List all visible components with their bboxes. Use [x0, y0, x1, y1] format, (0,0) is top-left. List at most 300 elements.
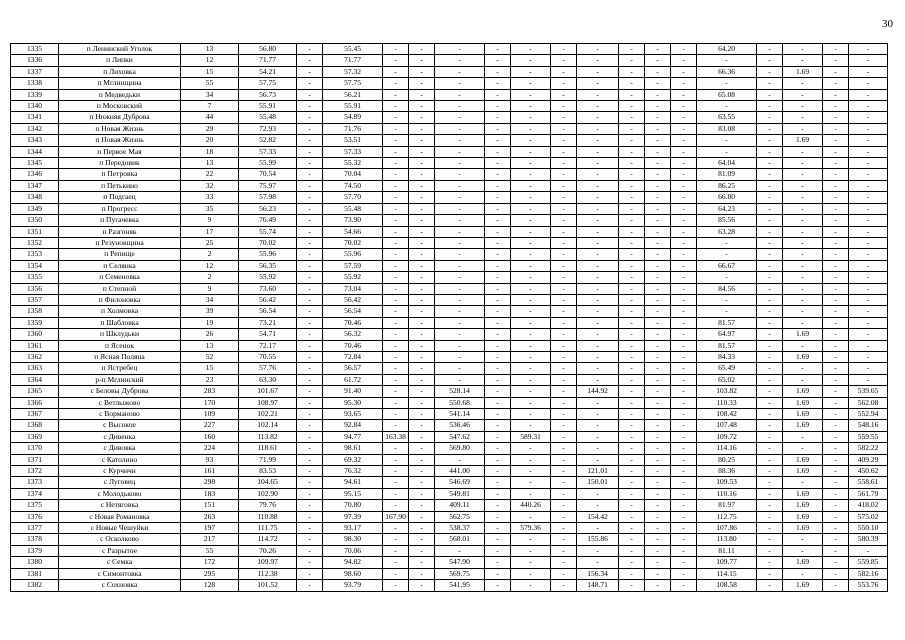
value-cell: - [297, 272, 323, 283]
value-cell: 70.46 [323, 317, 383, 328]
value-cell: - [551, 317, 577, 328]
value-cell: - [645, 340, 671, 351]
value-cell: 1.69 [783, 488, 823, 499]
value-cell: 39 [181, 306, 239, 317]
value-cell: - [783, 340, 823, 351]
value-cell: 1.69 [783, 557, 823, 568]
table-row [11, 443, 888, 454]
value-cell: 13 [181, 340, 239, 351]
table-row [11, 466, 888, 477]
value-cell: - [757, 443, 783, 454]
value-cell: - [823, 192, 849, 203]
value-cell: - [619, 112, 645, 123]
value-cell: 55.91 [323, 101, 383, 112]
value-cell: - [511, 306, 551, 317]
settlement-name-cell: п Петровка [59, 169, 181, 180]
value-cell: - [409, 89, 435, 100]
value-cell: - [645, 226, 671, 237]
value-cell: 569.75 [435, 568, 485, 579]
value-cell: 57.75 [323, 78, 383, 89]
value-cell: - [409, 215, 435, 226]
value-cell: - [757, 431, 783, 442]
value-cell: - [645, 283, 671, 294]
value-cell: - [783, 477, 823, 488]
value-cell: 64.04 [697, 158, 757, 169]
value-cell: - [551, 192, 577, 203]
value-cell: - [823, 329, 849, 340]
value-cell: 55.96 [239, 249, 297, 260]
value-cell: 70.46 [323, 340, 383, 351]
value-cell: - [435, 158, 485, 169]
value-cell: - [383, 146, 409, 157]
row-number-cell: 1377 [11, 523, 59, 534]
value-cell: - [783, 123, 823, 134]
value-cell: - [297, 511, 323, 522]
value-cell: 562.75 [435, 511, 485, 522]
value-cell: - [511, 511, 551, 522]
value-cell: - [849, 317, 888, 328]
table-row [11, 477, 888, 488]
value-cell: - [577, 306, 619, 317]
value-cell: - [619, 226, 645, 237]
value-cell: - [511, 146, 551, 157]
value-cell: - [757, 351, 783, 362]
value-cell: - [823, 283, 849, 294]
value-cell: - [511, 454, 551, 465]
value-cell: - [671, 443, 697, 454]
settlement-name-cell: п Подгаец [59, 192, 181, 203]
value-cell: - [383, 568, 409, 579]
value-cell: - [409, 557, 435, 568]
value-cell: - [671, 146, 697, 157]
value-cell: - [297, 283, 323, 294]
value-cell: - [823, 260, 849, 271]
value-cell: - [577, 409, 619, 420]
value-cell: - [297, 534, 323, 545]
value-cell: - [577, 180, 619, 191]
value-cell: - [757, 283, 783, 294]
value-cell: - [619, 55, 645, 66]
value-cell: - [435, 329, 485, 340]
value-cell: 1.69 [783, 580, 823, 591]
value-cell: - [485, 568, 511, 579]
value-cell: - [619, 557, 645, 568]
value-cell: - [757, 420, 783, 431]
value-cell: - [577, 454, 619, 465]
value-cell: - [551, 534, 577, 545]
value-cell: - [619, 78, 645, 89]
value-cell: - [849, 101, 888, 112]
value-cell: 263 [181, 511, 239, 522]
table-row [11, 397, 888, 408]
value-cell: 70.54 [239, 169, 297, 180]
value-cell: - [757, 545, 783, 556]
value-cell: - [757, 568, 783, 579]
value-cell: - [645, 351, 671, 362]
value-cell: - [511, 44, 551, 55]
value-cell: - [409, 66, 435, 77]
value-cell: - [383, 135, 409, 146]
value-cell: - [783, 306, 823, 317]
value-cell: - [511, 89, 551, 100]
value-cell: 88.36 [697, 466, 757, 477]
value-cell: - [577, 420, 619, 431]
value-cell: - [823, 477, 849, 488]
value-cell: - [551, 158, 577, 169]
value-cell: 224 [181, 443, 239, 454]
value-cell: 71.99 [239, 454, 297, 465]
value-cell: 70.55 [239, 351, 297, 362]
value-cell: 83.53 [239, 466, 297, 477]
row-number-cell: 1372 [11, 466, 59, 477]
value-cell: - [783, 78, 823, 89]
value-cell: - [849, 123, 888, 134]
value-cell: - [823, 351, 849, 362]
row-number-cell: 1348 [11, 192, 59, 203]
value-cell: - [409, 340, 435, 351]
value-cell: - [757, 580, 783, 591]
value-cell: - [551, 397, 577, 408]
value-cell: - [671, 158, 697, 169]
value-cell: 79.76 [239, 500, 297, 511]
value-cell: - [551, 169, 577, 180]
value-cell: - [551, 454, 577, 465]
value-cell: - [297, 443, 323, 454]
value-cell: - [671, 420, 697, 431]
value-cell: 81.57 [697, 317, 757, 328]
value-cell: - [697, 55, 757, 66]
value-cell: - [409, 317, 435, 328]
value-cell: - [551, 511, 577, 522]
value-cell: - [511, 557, 551, 568]
value-cell: - [577, 226, 619, 237]
value-cell: - [757, 44, 783, 55]
value-cell: - [297, 340, 323, 351]
value-cell: - [551, 431, 577, 442]
settlement-name-cell: п Новая Жизнь [59, 123, 181, 134]
value-cell: - [297, 454, 323, 465]
value-cell: - [297, 158, 323, 169]
table-row [11, 203, 888, 214]
value-cell: - [697, 146, 757, 157]
value-cell: - [409, 374, 435, 385]
value-cell: - [383, 557, 409, 568]
row-number-cell: 1351 [11, 226, 59, 237]
value-cell: - [619, 329, 645, 340]
value-cell: - [823, 169, 849, 180]
row-number-cell: 1346 [11, 169, 59, 180]
value-cell: - [435, 101, 485, 112]
value-cell: 559.55 [849, 431, 888, 442]
value-cell: - [409, 226, 435, 237]
value-cell: 12 [181, 260, 239, 271]
value-cell: - [783, 44, 823, 55]
value-cell: - [671, 283, 697, 294]
value-cell: - [409, 409, 435, 420]
value-cell: - [783, 249, 823, 260]
settlement-name-cell: с Семка [59, 557, 181, 568]
value-cell: 55.45 [323, 44, 383, 55]
value-cell: - [645, 146, 671, 157]
settlement-name-cell: с Католино [59, 454, 181, 465]
value-cell: - [823, 511, 849, 522]
value-cell: - [619, 283, 645, 294]
value-cell: - [485, 66, 511, 77]
value-cell: - [551, 215, 577, 226]
value-cell: - [849, 44, 888, 55]
value-cell: - [645, 500, 671, 511]
value-cell: - [757, 534, 783, 545]
value-cell: - [511, 215, 551, 226]
value-cell: 29 [181, 123, 239, 134]
value-cell: - [671, 260, 697, 271]
value-cell: - [849, 112, 888, 123]
value-cell: - [485, 523, 511, 534]
value-cell: - [783, 158, 823, 169]
settlement-name-cell: п Медведьки [59, 89, 181, 100]
row-number-cell: 1375 [11, 500, 59, 511]
value-cell: 70.06 [323, 545, 383, 556]
value-cell: - [823, 78, 849, 89]
value-cell: - [383, 351, 409, 362]
value-cell: - [511, 340, 551, 351]
value-cell: - [577, 78, 619, 89]
value-cell: 44 [181, 112, 239, 123]
value-cell: - [849, 340, 888, 351]
value-cell: - [551, 500, 577, 511]
value-cell: - [485, 374, 511, 385]
tariff-table [10, 43, 888, 592]
value-cell: - [577, 249, 619, 260]
value-cell: 22 [181, 169, 239, 180]
value-cell: - [485, 511, 511, 522]
value-cell: - [697, 237, 757, 248]
value-cell: - [823, 89, 849, 100]
value-cell: - [511, 363, 551, 374]
value-cell: - [409, 180, 435, 191]
value-cell: - [823, 226, 849, 237]
value-cell: - [671, 306, 697, 317]
value-cell: 81.11 [697, 545, 757, 556]
row-number-cell: 1362 [11, 351, 59, 362]
value-cell: - [671, 545, 697, 556]
value-cell: - [409, 306, 435, 317]
value-cell: - [383, 44, 409, 55]
row-number-cell: 1355 [11, 272, 59, 283]
value-cell: - [551, 443, 577, 454]
row-number-cell: 1376 [11, 511, 59, 522]
value-cell: 55.32 [323, 158, 383, 169]
value-cell: - [297, 226, 323, 237]
value-cell: - [577, 66, 619, 77]
value-cell: 65.49 [697, 363, 757, 374]
value-cell: - [297, 488, 323, 499]
value-cell: - [409, 545, 435, 556]
value-cell: 93 [181, 454, 239, 465]
value-cell: - [645, 123, 671, 134]
table-row [11, 409, 888, 420]
table-row [11, 158, 888, 169]
value-cell: - [645, 169, 671, 180]
row-number-cell: 1374 [11, 488, 59, 499]
value-cell: 35 [181, 203, 239, 214]
value-cell: - [485, 146, 511, 157]
value-cell: - [485, 534, 511, 545]
value-cell: 1.69 [783, 454, 823, 465]
value-cell: 197 [181, 523, 239, 534]
value-cell: - [409, 351, 435, 362]
value-cell: - [577, 363, 619, 374]
table-row [11, 545, 888, 556]
value-cell: - [757, 363, 783, 374]
value-cell: - [757, 557, 783, 568]
value-cell: 95.15 [323, 488, 383, 499]
value-cell: - [823, 580, 849, 591]
value-cell: 65.08 [697, 89, 757, 100]
value-cell: 76.49 [239, 215, 297, 226]
value-cell: - [297, 568, 323, 579]
value-cell: - [409, 523, 435, 534]
value-cell: - [485, 409, 511, 420]
value-cell: 57.59 [323, 260, 383, 271]
value-cell: - [383, 203, 409, 214]
value-cell: - [383, 237, 409, 248]
value-cell: - [551, 89, 577, 100]
value-cell: 298 [181, 477, 239, 488]
value-cell: - [577, 135, 619, 146]
value-cell: - [383, 534, 409, 545]
value-cell: 71.77 [323, 55, 383, 66]
value-cell: - [577, 89, 619, 100]
value-cell: - [645, 534, 671, 545]
value-cell: 25 [181, 237, 239, 248]
value-cell: - [409, 78, 435, 89]
value-cell: - [383, 488, 409, 499]
value-cell: 83.08 [697, 123, 757, 134]
value-cell: - [671, 55, 697, 66]
value-cell: - [435, 272, 485, 283]
value-cell: - [645, 135, 671, 146]
value-cell: - [849, 203, 888, 214]
value-cell: - [783, 226, 823, 237]
value-cell: - [823, 420, 849, 431]
table-row [11, 112, 888, 123]
value-cell: - [783, 260, 823, 271]
settlement-name-cell: с Осколково [59, 534, 181, 545]
value-cell: - [485, 260, 511, 271]
value-cell: - [551, 237, 577, 248]
value-cell: - [645, 374, 671, 385]
value-cell: - [485, 488, 511, 499]
value-cell: - [849, 237, 888, 248]
value-cell: 57.33 [239, 146, 297, 157]
value-cell: - [645, 409, 671, 420]
value-cell: - [383, 226, 409, 237]
row-number-cell: 1356 [11, 283, 59, 294]
value-cell: 160 [181, 431, 239, 442]
value-cell: - [511, 169, 551, 180]
value-cell: - [551, 545, 577, 556]
value-cell: - [645, 454, 671, 465]
value-cell: - [671, 340, 697, 351]
value-cell: - [485, 169, 511, 180]
value-cell: - [551, 477, 577, 488]
value-cell: - [297, 557, 323, 568]
value-cell: 15 [181, 363, 239, 374]
value-cell: - [645, 397, 671, 408]
value-cell: - [671, 409, 697, 420]
value-cell: - [551, 249, 577, 260]
value-cell: - [577, 443, 619, 454]
value-cell: - [297, 317, 323, 328]
value-cell: 57.32 [323, 66, 383, 77]
value-cell: 81.09 [697, 169, 757, 180]
value-cell: 70.04 [323, 169, 383, 180]
row-number-cell: 1339 [11, 89, 59, 100]
value-cell: - [485, 500, 511, 511]
value-cell: 13 [181, 158, 239, 169]
value-cell: 94.61 [323, 477, 383, 488]
value-cell: - [757, 500, 783, 511]
value-cell: - [511, 466, 551, 477]
value-cell: - [823, 101, 849, 112]
value-cell: - [849, 329, 888, 340]
value-cell: - [511, 101, 551, 112]
value-cell: 108.42 [697, 409, 757, 420]
value-cell: - [551, 523, 577, 534]
row-number-cell: 1364 [11, 374, 59, 385]
value-cell: 54.66 [323, 226, 383, 237]
settlement-name-cell: с Высокое [59, 420, 181, 431]
value-cell: - [383, 306, 409, 317]
value-cell: - [409, 386, 435, 397]
value-cell: - [849, 363, 888, 374]
row-number-cell: 1367 [11, 409, 59, 420]
value-cell: 56.32 [323, 329, 383, 340]
value-cell: - [577, 169, 619, 180]
value-cell: - [645, 568, 671, 579]
settlement-name-cell: п Мглинщина [59, 78, 181, 89]
value-cell: - [823, 135, 849, 146]
value-cell: - [671, 135, 697, 146]
value-cell: 151 [181, 500, 239, 511]
value-cell: 183 [181, 488, 239, 499]
value-cell: 109.72 [697, 431, 757, 442]
value-cell: - [671, 374, 697, 385]
value-cell: - [619, 66, 645, 77]
row-number-cell: 1342 [11, 123, 59, 134]
value-cell: - [297, 89, 323, 100]
value-cell: - [619, 169, 645, 180]
settlement-name-cell: с Новые Чешуйки [59, 523, 181, 534]
value-cell: - [485, 397, 511, 408]
value-cell: 56.80 [239, 44, 297, 55]
value-cell: - [671, 66, 697, 77]
value-cell: - [697, 78, 757, 89]
table-row [11, 55, 888, 66]
value-cell: 95.30 [323, 397, 383, 408]
value-cell: 283 [181, 386, 239, 397]
value-cell: 217 [181, 534, 239, 545]
value-cell: - [757, 523, 783, 534]
value-cell: 57.75 [239, 78, 297, 89]
value-cell: - [551, 568, 577, 579]
value-cell: 575.02 [849, 511, 888, 522]
value-cell: - [645, 488, 671, 499]
value-cell: - [551, 409, 577, 420]
value-cell: 538.37 [435, 523, 485, 534]
value-cell: - [823, 443, 849, 454]
